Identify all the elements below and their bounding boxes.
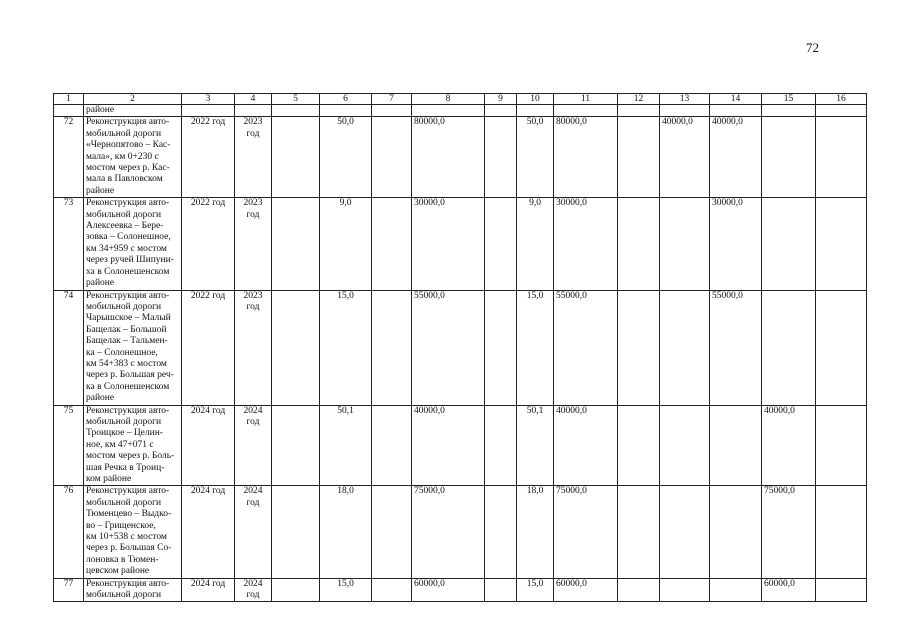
table-body (54, 94, 867, 602)
object-name-line: районе (86, 278, 115, 289)
object-name-line: мостом через р. Кас- (86, 163, 170, 174)
end-year-line: год (246, 301, 260, 312)
column-header: 12 (618, 94, 660, 105)
column-header: 4 (235, 94, 272, 105)
object-name-line: Реконструкция авто- (86, 578, 170, 589)
empty-cell (554, 105, 618, 117)
empty-cell (710, 105, 762, 117)
object-name-line: цевском районе (86, 566, 150, 577)
empty-cell (618, 105, 660, 117)
object-name-line: ка в Солонешенском (86, 381, 170, 392)
row-number: 75 (54, 405, 84, 486)
object-name-line: мобильной дороги (86, 416, 162, 427)
start-year: 2022 год (182, 117, 235, 198)
object-name (84, 290, 182, 405)
object-name-line: зовка – Солонешное, (86, 232, 171, 243)
value-cell-c12 (618, 578, 660, 602)
value-cell-c13 (660, 290, 710, 405)
value-cell-c6: 15,0 (320, 290, 372, 405)
empty-cell (762, 105, 816, 117)
end-year (235, 117, 272, 198)
column-header: 7 (372, 94, 412, 105)
value-cell-c13: 40000,0 (660, 117, 710, 198)
column-header-row (54, 94, 867, 105)
object-name-line: ха в Солонешенском (86, 266, 170, 277)
end-year-line: 2023 (243, 290, 263, 301)
object-name-line: км 10+538 с мостом (86, 532, 167, 543)
empty-cell (660, 105, 710, 117)
object-name (84, 405, 182, 486)
value-cell-c8: 75000,0 (412, 486, 485, 578)
value-cell-c14: 40000,0 (710, 117, 762, 198)
value-cell-c12 (618, 290, 660, 405)
table-row (54, 117, 867, 198)
value-cell-c11: 55000,0 (554, 290, 618, 405)
value-cell-c8: 80000,0 (412, 117, 485, 198)
value-cell-c11: 75000,0 (554, 486, 618, 578)
empty-cell (412, 105, 485, 117)
value-cell-c16 (816, 117, 867, 198)
end-year-line: 2024 (243, 405, 263, 416)
object-name-line: через р. Большая реч- (86, 370, 174, 381)
object-name-line: Реконструкция авто- (86, 117, 170, 128)
column-header: 8 (412, 94, 485, 105)
end-year-line: год (246, 497, 260, 508)
end-year-line: 2024 (243, 486, 263, 497)
value-cell-c10: 50,1 (517, 405, 554, 486)
value-cell-c15: 75000,0 (762, 486, 816, 578)
object-name-line: км 34+959 с мостом (86, 243, 167, 254)
value-cell-c7 (372, 486, 412, 578)
object-name-line: лоновка в Тюмен- (86, 554, 159, 565)
object-name-line: мала в Павловском (86, 174, 163, 185)
object-name-line: Бащелак – Тальмен- (86, 336, 168, 347)
object-name (84, 486, 182, 578)
object-name-line: Реконструкция авто- (86, 198, 170, 209)
continuation-row (54, 105, 867, 117)
row-number: 72 (54, 117, 84, 198)
value-cell-c16 (816, 486, 867, 578)
column-header: 9 (485, 94, 517, 105)
object-name-line: Чарышское – Малый (86, 313, 171, 324)
column-header: 10 (517, 94, 554, 105)
end-year (235, 290, 272, 405)
object-name-line: районе (86, 185, 115, 196)
value-cell-c15 (762, 117, 816, 198)
empty-cell (485, 105, 517, 117)
value-cell-c9 (485, 486, 517, 578)
value-cell-c13 (660, 578, 710, 602)
end-year-line: 2023 (243, 198, 263, 209)
object-name-line: «Чернопятово – Кас- (86, 140, 171, 151)
object-name (84, 198, 182, 290)
object-name-line: мобильной дороги (86, 497, 162, 508)
end-year-line: 2023 (243, 117, 263, 128)
end-year (235, 405, 272, 486)
object-name-line: Реконструкция авто- (86, 290, 170, 301)
end-year (235, 486, 272, 578)
value-cell-c6: 9,0 (320, 198, 372, 290)
column-header: 15 (762, 94, 816, 105)
table-row (54, 290, 867, 405)
value-cell-c5 (272, 198, 320, 290)
object-name-line: Алексеевка – Бере- (86, 221, 164, 232)
table-row (54, 578, 867, 602)
value-cell-c10: 50,0 (517, 117, 554, 198)
value-cell-c13 (660, 198, 710, 290)
table-row (54, 486, 867, 578)
value-cell-c6: 15,0 (320, 578, 372, 602)
object-name-line: мобильной дороги (86, 590, 162, 601)
object-name-line: Реконструкция авто- (86, 405, 170, 416)
value-cell-c5 (272, 405, 320, 486)
end-year-line: год (246, 416, 260, 427)
object-name-line: мобильной дороги (86, 128, 162, 139)
table-row (54, 198, 867, 290)
value-cell-c14 (710, 486, 762, 578)
row-number: 74 (54, 290, 84, 405)
value-cell-c8: 55000,0 (412, 290, 485, 405)
data-table (53, 93, 867, 602)
table-row (54, 405, 867, 486)
empty-cell (272, 105, 320, 117)
object-name-line: Троицкое – Целин- (86, 428, 163, 439)
value-cell-c11: 60000,0 (554, 578, 618, 602)
value-cell-c12 (618, 198, 660, 290)
value-cell-c9 (485, 405, 517, 486)
object-name-line: шая Речка в Троиц- (86, 462, 165, 473)
end-year-line: год (246, 209, 260, 220)
object-name-line: мобильной дороги (86, 301, 162, 312)
value-cell-c16 (816, 198, 867, 290)
empty-cell (372, 105, 412, 117)
object-name-line: Тюменцево – Выдко- (86, 509, 172, 520)
start-year: 2022 год (182, 198, 235, 290)
value-cell-c12 (618, 405, 660, 486)
value-cell-c14 (710, 405, 762, 486)
value-cell-c9 (485, 290, 517, 405)
value-cell-c16 (816, 290, 867, 405)
empty-cell (517, 105, 554, 117)
value-cell-c7 (372, 290, 412, 405)
object-name-line: ное, км 47+071 с (86, 439, 154, 450)
value-cell-c8: 40000,0 (412, 405, 485, 486)
value-cell-c6: 50,0 (320, 117, 372, 198)
value-cell-c14: 30000,0 (710, 198, 762, 290)
column-header: 2 (84, 94, 182, 105)
value-cell-c13 (660, 486, 710, 578)
end-year-line: год (246, 128, 260, 139)
value-cell-c16 (816, 578, 867, 602)
row-number: 76 (54, 486, 84, 578)
column-header: 1 (54, 94, 84, 105)
end-year (235, 198, 272, 290)
start-year: 2024 год (182, 486, 235, 578)
object-name (84, 117, 182, 198)
row-number: 77 (54, 578, 84, 602)
row-number: 73 (54, 198, 84, 290)
value-cell-c5 (272, 117, 320, 198)
column-header: 16 (816, 94, 867, 105)
object-name-line: ка – Солонешное, (86, 347, 158, 358)
object-name-line: ком районе (86, 474, 132, 484)
value-cell-c7 (372, 578, 412, 602)
object-name-line: во – Грищенское, (86, 520, 156, 531)
column-header: 6 (320, 94, 372, 105)
value-cell-c16 (816, 405, 867, 486)
value-cell-c14 (710, 578, 762, 602)
object-name-line: км 54+383 с мостом (86, 358, 167, 369)
value-cell-c11: 40000,0 (554, 405, 618, 486)
value-cell-c9 (485, 578, 517, 602)
continuation-text: районе (84, 105, 182, 117)
value-cell-c11: 30000,0 (554, 198, 618, 290)
column-header: 5 (272, 94, 320, 105)
value-cell-c15 (762, 290, 816, 405)
end-year-line: год (246, 590, 260, 601)
end-year-line: 2024 (243, 578, 263, 589)
value-cell-c8: 30000,0 (412, 198, 485, 290)
value-cell-c10: 15,0 (517, 578, 554, 602)
value-cell-c10: 9,0 (517, 198, 554, 290)
value-cell-c5 (272, 578, 320, 602)
empty-cell (54, 105, 84, 117)
empty-cell (182, 105, 235, 117)
value-cell-c15: 40000,0 (762, 405, 816, 486)
value-cell-c5 (272, 486, 320, 578)
value-cell-c7 (372, 198, 412, 290)
value-cell-c12 (618, 486, 660, 578)
object-name-line: мостом через р. Боль- (86, 451, 175, 462)
column-header: 11 (554, 94, 618, 105)
value-cell-c9 (485, 117, 517, 198)
object-name-line: мобильной дороги (86, 209, 162, 220)
object-name (84, 578, 182, 602)
value-cell-c11: 80000,0 (554, 117, 618, 198)
object-name-line: Бащелак – Большой (86, 324, 167, 335)
page-number: 72 (806, 40, 819, 55)
value-cell-c10: 18,0 (517, 486, 554, 578)
start-year: 2024 год (182, 578, 235, 602)
value-cell-c5 (272, 290, 320, 405)
object-name-line: Реконструкция авто- (86, 486, 170, 497)
value-cell-c9 (485, 198, 517, 290)
value-cell-c10: 15,0 (517, 290, 554, 405)
object-name-line: через р. Большая Со- (86, 543, 172, 554)
value-cell-c12 (618, 117, 660, 198)
empty-cell (816, 105, 867, 117)
empty-cell (320, 105, 372, 117)
object-name-line: через ручей Шипуни- (86, 255, 174, 266)
column-header: 3 (182, 94, 235, 105)
empty-cell (235, 105, 272, 117)
value-cell-c8: 60000,0 (412, 578, 485, 602)
object-name-line: мала», км 0+230 с (86, 151, 159, 162)
column-header: 13 (660, 94, 710, 105)
value-cell-c6: 50,1 (320, 405, 372, 486)
column-header: 14 (710, 94, 762, 105)
value-cell-c7 (372, 117, 412, 198)
end-year (235, 578, 272, 602)
value-cell-c6: 18,0 (320, 486, 372, 578)
value-cell-c7 (372, 405, 412, 486)
start-year: 2024 год (182, 405, 235, 486)
value-cell-c13 (660, 405, 710, 486)
value-cell-c15: 60000,0 (762, 578, 816, 602)
start-year: 2022 год (182, 290, 235, 405)
value-cell-c14: 55000,0 (710, 290, 762, 405)
object-name-line: районе (86, 393, 115, 404)
value-cell-c15 (762, 198, 816, 290)
